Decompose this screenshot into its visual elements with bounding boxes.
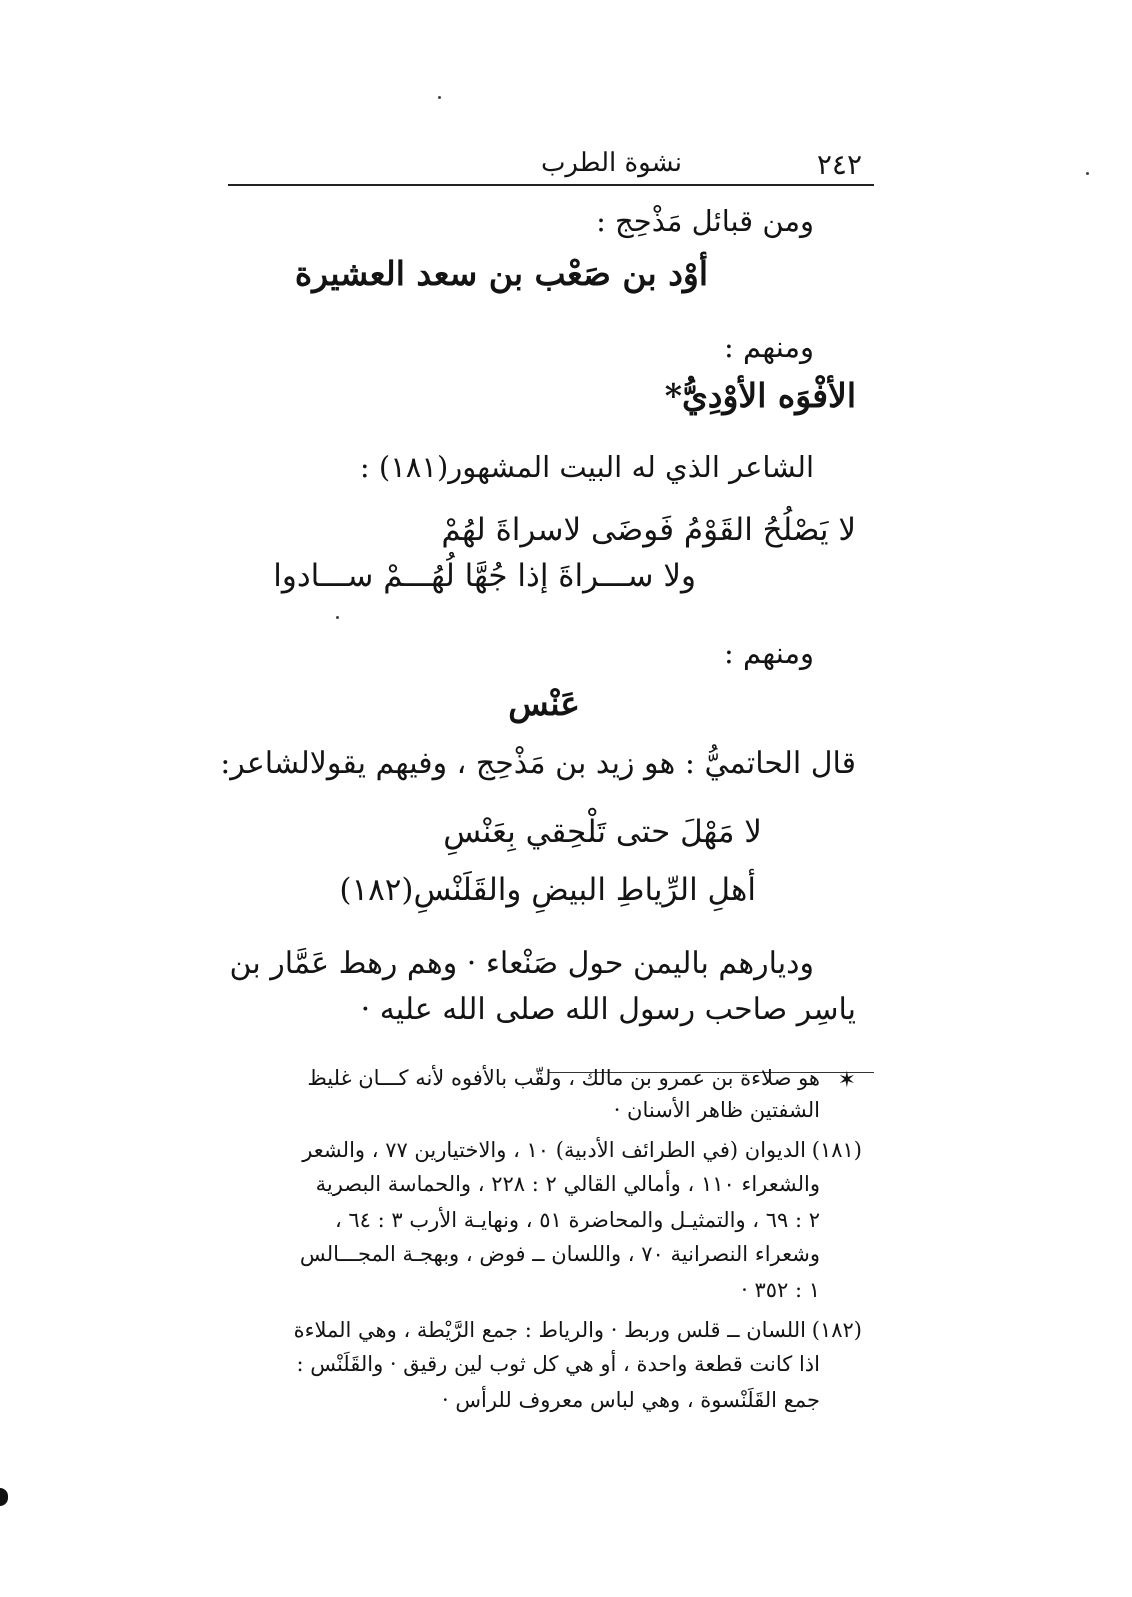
header-rule: [228, 184, 874, 186]
body-line: وديارهم باليمن حول صَنْعاء · وهم رهط عَمَّار بن: [229, 946, 814, 981]
footnote-number: (١٨١): [811, 1138, 862, 1162]
footnote-line: ١ : ٣٥٢ ·: [741, 1278, 820, 1302]
footnote-star-mark: ✶: [837, 1068, 856, 1093]
footnote-line: جمع القَلَنْسوة ، وهي لباس معروف للرأس ·: [442, 1388, 820, 1412]
footnote-line: اللسان ــ قلس وربط · والرياط : جمع الرَّيْطة ، وهي الملاءة: [293, 1318, 806, 1342]
verse-line: ولا ســـراةَ إذا جُهَّا لُهُـــمْ ســـادوا: [273, 558, 696, 594]
footnote-line: والشعراء ١١٠ ، وأمالي القالي ٢ : ٢٢٨ ، والحماسة البصرية: [315, 1172, 820, 1196]
footnote-line: ٢ : ٦٩ ، والتمثيـل والمحاضرة ٥١ ، ونهايـة الأرب ٣ : ٦٤ ،: [334, 1208, 820, 1232]
poet-heading: الأفْوَه الأوْدِيُّ*: [664, 376, 856, 415]
intro-line: ومن قبائل مَذْحِج :: [596, 204, 814, 238]
footnote-line: الشفتين ظاهر الأسنان ·: [613, 1098, 820, 1122]
footnote-line: هو صلاءة بن عمرو بن مالك ، ولقّب بالأفوه لأنه كـــان غليظ: [307, 1066, 820, 1090]
running-title: نشوة الطرب: [540, 148, 682, 178]
footnote-line: اذا كانت قطعة واحدة ، أو هي كل ثوب لين رقيق · والقَلَنْس :: [296, 1352, 820, 1376]
verse-line: لا يَصْلُحُ القَوْمُ فَوضَى لاسراةَ لهُمْ: [441, 512, 856, 548]
footnote-number: (١٨٢): [811, 1318, 862, 1342]
body-line: ياسِر صاحب رسول الله صلى الله عليه ·: [360, 992, 856, 1027]
verse-line: لا مَهْلَ حتى تَلْحِقي بِعَنْسِ: [443, 814, 762, 850]
footnote-line: الديوان (في الطرائف الأدبية) ١٠ ، والاختيارين ٧٧ ، والشعر: [302, 1138, 806, 1162]
footnote-line: وشعراء النصرانية ٧٠ ، واللسان ــ فوض ، وبهجـة المجـــالس: [299, 1242, 820, 1266]
page-number: ٢٤٢: [816, 148, 862, 181]
scan-speck: [438, 96, 441, 99]
minhum-label: ومنهم :: [724, 636, 814, 670]
minhum-label: ومنهم :: [724, 330, 814, 364]
clan-heading: عَنْس: [508, 684, 580, 723]
scan-speck: [1086, 172, 1089, 175]
scan-edge-mark: [0, 1488, 8, 1506]
poet-intro: الشاعر الذي له البيت المشهور(١٨١) :: [359, 450, 814, 484]
verse-line: أهلِ الرِّياطِ البيضِ والقَلَنْسِ(١٨٢): [339, 872, 756, 908]
tribe-heading: أوْد بن صَعْب بن سعد العشيرة: [294, 254, 708, 293]
scan-speck: [336, 616, 339, 619]
body-line: قال الحاتميُّ : هو زيد بن مَذْحِج ، وفيهم يقولالشاعر:: [220, 746, 856, 781]
